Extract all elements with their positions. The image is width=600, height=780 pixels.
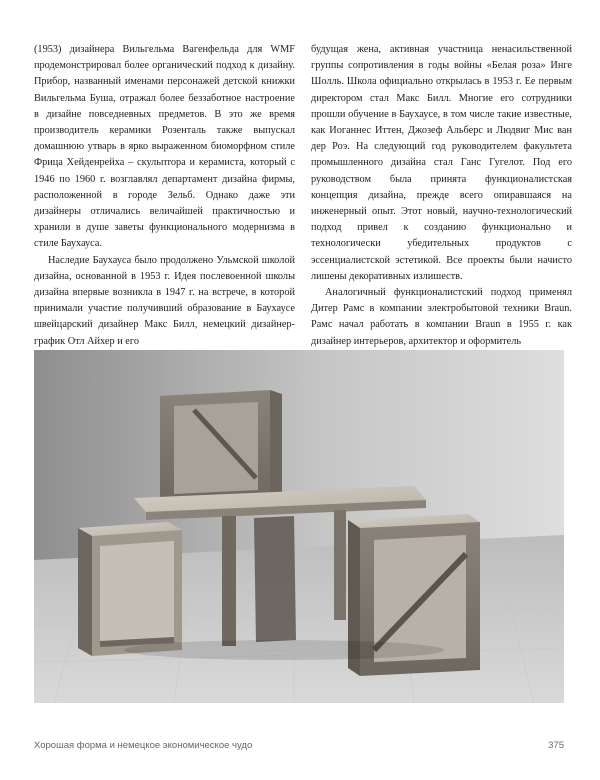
running-footer-title: Хорошая форма и немецкое экономическое чудо — [34, 740, 253, 751]
text-column-left — [34, 42, 295, 350]
paragraph: (1953) дизайнера Вильгельма Вагенфельда для WMF продемонстрировал более органический подход к дизайну. Прибор, названный именами персонажей детской книжки Вильгельма Буша, отражал более беззаботное настроение в дизайне повседневных предметов. В это же время производитель керамики Розенталь также выпускал домашнюю утварь в ярко выраженном биоморфном стиле Фрица Хейденрейха – скульптора и керамиста, который с 1946 по 1960 г. возглавлял департамент дизайна фирмы, расположенной в городе Зельб. Однако даже эти дизайнеры отличались величайшей практичностью и хранили в душе заветы функционального модернизма в стиле Баухауса. — [34, 44, 295, 250]
paragraph: Наследие Баухауса было продолжено Ульмской школой дизайна, основанной в 1953 г. Идея послевоенной школы дизайна впервые возникла в 1947 г. на встрече, в которой принимали участие получивший образование в Баухаусе швейцарский дизайнер Макс Билл, немецкий дизайнер-график Отл Айхер и его — [34, 254, 295, 347]
text-column-right — [311, 42, 572, 350]
photo-stools — [34, 350, 564, 703]
paragraph: Аналогичный функционалистский подход применял Дитер Рамс в компании электробытовой техники Braun. Рамс начал работать в компании Braun в 1955 г. как дизайнер интерьеров, архитектор и оформитель — [311, 287, 572, 347]
paragraph: будущая жена, активная участница ненасильственной группы сопротивления в годы войны «Белая роза» Инге Шолль. Школа официально открылась в 1953 г. Ее первым директором стал Макс Билл. Многие его сотрудники прошли обучение в Баухаусе, в том числе такие известные, как Иоганнес Иттен, Джозеф Альберс и Людвиг Мис ван дер Роэ. На следующий год руководителем факультета промышленного дизайна стал Ганс Гугелот. Под его руководством была принята функционалистская концепция дизайна, прежде всего опиравшаяся на инженерный опыт. Этот новый, научно-технологический подход привел к созданию функционально и технологически убедительных продуктов с эссенциалистской эстетикой. Все проекты были начисто лишены декоративных излишеств. — [311, 44, 572, 282]
page-number: 375 — [548, 740, 564, 751]
